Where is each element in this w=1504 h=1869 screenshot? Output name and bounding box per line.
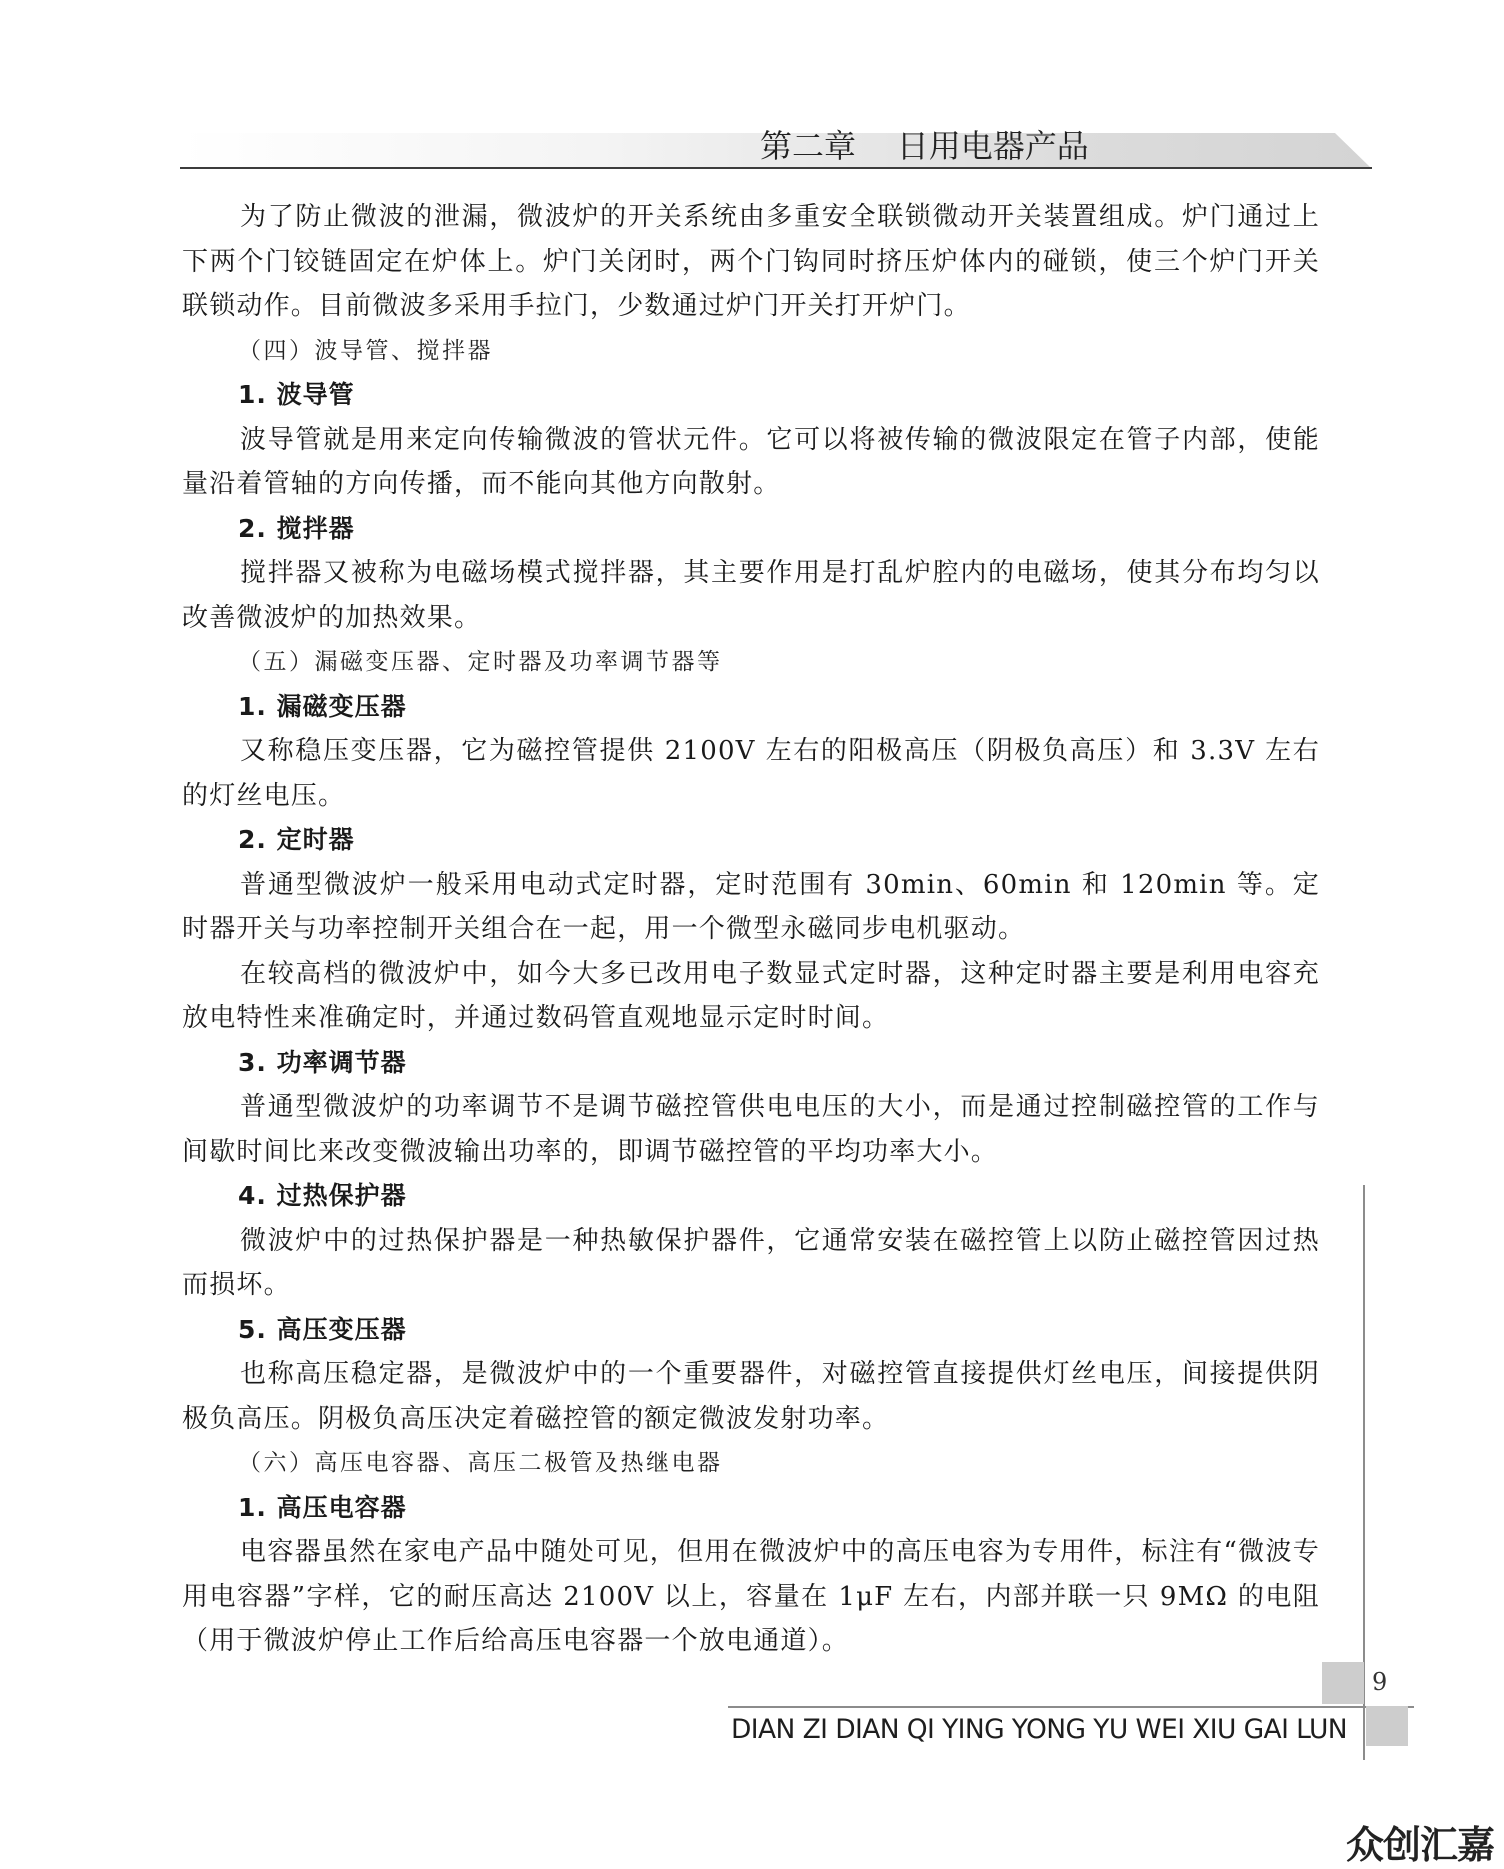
page-number: 9 xyxy=(1372,1668,1388,1696)
watermark: 众创汇嘉 xyxy=(1346,1823,1495,1867)
section-heading: （六）高压电容器、高压二极管及热继电器 xyxy=(238,1450,723,1476)
subheading: 1. 高压电容器 xyxy=(238,1492,407,1522)
paragraph: 普通型微波炉的功率调节不是调节磁控管供电电压的大小，而是通过控制磁控管的工作与间歇时间比来改变微波输出功率的，即调节磁控管的平均功率大小。 xyxy=(182,1092,1320,1167)
footer-shade-box-lower xyxy=(1366,1706,1408,1746)
subheading: 5. 高压变压器 xyxy=(238,1314,407,1344)
paragraph: 在较高档的微波炉中，如今大多已改用电子数显式定时器，这种定时器主要是利用电容充放电特性来准确定时，并通过数码管直观地显示定时时间。 xyxy=(182,958,1320,1033)
paragraph: 也称高压稳定器，是微波炉中的一个重要器件，对磁控管直接提供灯丝电压，间接提供阴极负高压。阴极负高压决定着磁控管的额定微波发射功率。 xyxy=(182,1359,1320,1434)
section-heading: （五）漏磁变压器、定时器及功率调节器等 xyxy=(238,649,723,675)
subheading: 1. 漏磁变压器 xyxy=(238,691,407,721)
subheading: 2. 定时器 xyxy=(238,825,355,854)
paragraph: 又称稳压变压器，它为磁控管提供 2100V 左右的阳极高压（阴极负高压）和 3.3V 左右的灯丝电压。 xyxy=(182,736,1320,811)
footer-book-title: DIAN ZI DIAN QI YING YONG YU WEI XIU GAI LUN xyxy=(731,1714,1347,1745)
paragraph: 电容器虽然在家电产品中随处可见，但用在微波炉中的高压电容为专用件，标注有“微波专用电容器”字样，它的耐压高达 2100V 以上，容量在 1μF 左右，内部并联一只 9MΩ 的电阻（用于微波炉停止工作后给高压电容器一个放电通道）。 xyxy=(182,1537,1320,1656)
footer-shade-box xyxy=(1322,1662,1364,1704)
paragraph: 搅拌器又被称为电磁场模式搅拌器，其主要作用是打乱炉腔内的电磁场，使其分布均匀以改善微波炉的加热效果。 xyxy=(182,558,1320,633)
subheading: 4. 过热保护器 xyxy=(238,1181,407,1210)
page-body xyxy=(182,195,1320,1664)
header-rule xyxy=(180,167,1372,169)
paragraph: 为了防止微波的泄漏，微波炉的开关系统由多重安全联锁微动开关装置组成。炉门通过上下两个门铰链固定在炉体上。炉门关闭时，两个门钩同时挤压炉体内的碰锁，使三个炉门开关联锁动作。目前微波多采用手拉门，少数通过炉门开关打开炉门。 xyxy=(182,202,1320,321)
paragraph: 微波炉中的过热保护器是一种热敏保护器件，它通常安装在磁控管上以防止磁控管因过热而损坏。 xyxy=(182,1225,1320,1300)
paragraph: 波导管就是用来定向传输微波的管状元件。它可以将被传输的微波限定在管子内部，使能量沿着管轴的方向传播，而不能向其他方向散射。 xyxy=(182,424,1320,499)
subheading: 1. 波导管 xyxy=(238,380,355,409)
paragraph: 普通型微波炉一般采用电动式定时器，定时范围有 30min、60min 和 120min 等。定时器开关与功率控制开关组合在一起，用一个微型永磁同步电机驱动。 xyxy=(182,869,1320,944)
subheading: 3. 功率调节器 xyxy=(238,1047,407,1077)
chapter-title: 第二章 日用电器产品 xyxy=(760,127,1089,165)
footer-rule xyxy=(728,1706,1414,1708)
subheading: 2. 搅拌器 xyxy=(238,513,355,543)
section-heading: （四）波导管、搅拌器 xyxy=(238,337,493,364)
